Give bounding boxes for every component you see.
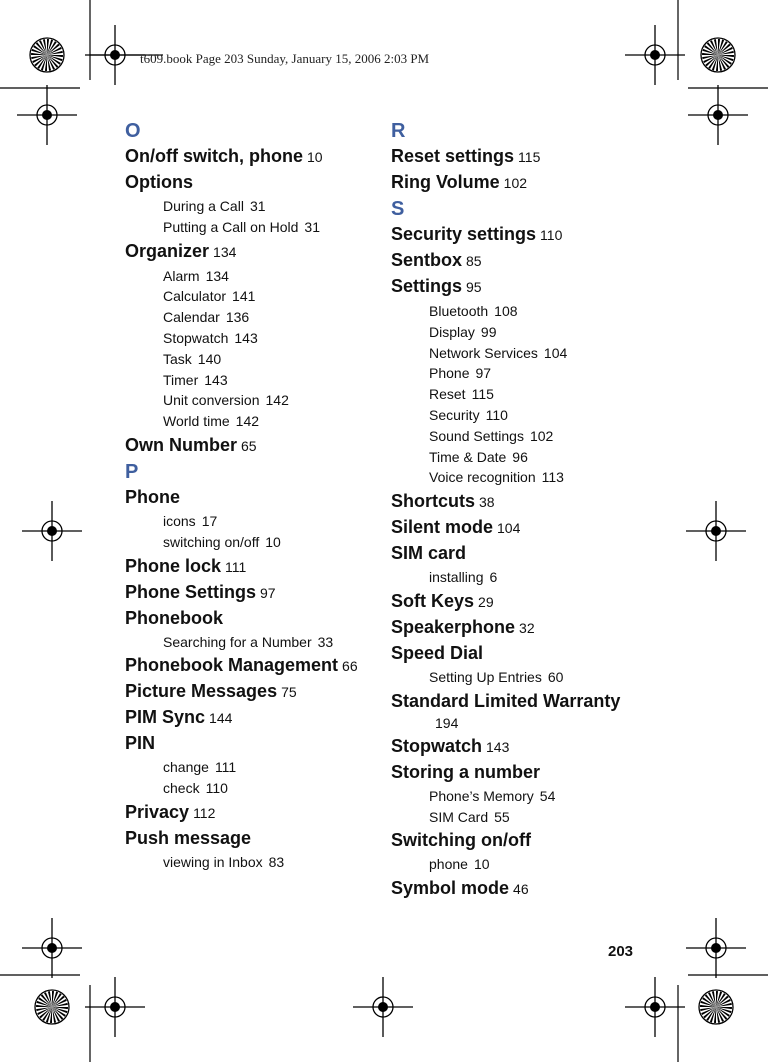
- index-subentry: [391, 786, 651, 807]
- index-subentry: [391, 301, 651, 322]
- index-term: Phone lock: [125, 555, 222, 576]
- index-subentry-text: Display: [429, 323, 475, 340]
- index-page-ref: 31: [304, 218, 320, 235]
- index-term: PIM Sync: [125, 707, 206, 728]
- index-subentry-text: Timer: [163, 371, 199, 388]
- index-entry: [125, 239, 375, 265]
- index-entry: [391, 876, 651, 902]
- index-subentry: [391, 384, 651, 405]
- index-term: Privacy: [125, 801, 190, 822]
- index-term: Symbol mode: [391, 878, 510, 899]
- starburst-mark: [699, 990, 733, 1024]
- page-number: 203: [608, 943, 634, 960]
- index-page-ref: 104: [497, 520, 521, 537]
- index-subentry: [125, 511, 375, 532]
- index-term: Silent mode: [391, 517, 494, 538]
- index-entry: [391, 760, 651, 785]
- index-subentry: [391, 426, 651, 447]
- index-subentry-text: During a Call: [163, 198, 244, 214]
- index-entry: [391, 274, 651, 300]
- index-subentry-text: Time & Date: [429, 448, 507, 465]
- index-subentry-text: Setting Up Entries: [429, 668, 542, 685]
- index-entry: [125, 653, 375, 679]
- index-term: Phonebook Management: [125, 655, 339, 676]
- section-letter: S: [391, 198, 405, 220]
- registration-mark: [625, 977, 685, 1037]
- index-term: Phonebook: [125, 607, 223, 628]
- index-page-ref: 142: [265, 392, 289, 409]
- index-page-ref: 143: [234, 329, 258, 346]
- index-subentry-text: Stopwatch: [163, 329, 229, 346]
- index-page-ref: 136: [225, 309, 250, 326]
- index-entry: [125, 705, 375, 731]
- index-subentry: [391, 467, 651, 488]
- index-entry: [125, 731, 375, 756]
- index-subentry: [125, 411, 375, 432]
- index-entry: [125, 580, 375, 606]
- index-term: Picture Messages: [125, 681, 278, 702]
- index-subentry-text: switching on/off: [163, 533, 260, 550]
- index-page-ref: 83: [268, 853, 285, 870]
- section-letter: O: [125, 120, 141, 142]
- index-page-ref: 55: [494, 808, 510, 825]
- index-page-ref: 54: [539, 787, 556, 804]
- index-subentry: [125, 778, 375, 799]
- index-page-ref: 66: [342, 658, 358, 675]
- index-subentry-text: Putting a Call on Hold: [163, 218, 299, 235]
- index-subentry: [391, 447, 651, 468]
- index-subentry-text: Voice recognition: [429, 469, 536, 486]
- registration-mark: [688, 85, 748, 145]
- index-entry: [391, 222, 651, 248]
- index-term: Reset settings: [391, 146, 515, 166]
- index-page-ref: 140: [197, 350, 222, 367]
- index-subentry: [125, 757, 375, 778]
- index-term: Shortcuts: [391, 491, 476, 512]
- index-subentry: [125, 266, 375, 287]
- index-term: Ring Volume: [391, 172, 500, 192]
- registration-mark: [22, 918, 82, 978]
- index-subentry: [391, 405, 651, 426]
- index-page-ref: 108: [494, 303, 518, 319]
- index-subentry-text: icons: [163, 512, 196, 529]
- index-column-left: [125, 118, 375, 873]
- index-entry: [391, 170, 651, 196]
- index-subentry: [125, 390, 375, 411]
- print-header: t609.book Page 203 Sunday, January 15, 2006 2:03 PM: [140, 51, 430, 66]
- index-page-ref: 32: [519, 619, 535, 636]
- starburst-mark: [701, 38, 735, 72]
- index-subentry: [391, 667, 651, 688]
- index-page-ref: 143: [486, 738, 510, 755]
- index-term: PIN: [125, 733, 156, 754]
- registration-mark: [22, 501, 82, 561]
- index-term: On/off switch, phone: [125, 146, 303, 166]
- index-subentry: [125, 370, 375, 391]
- index-page-ref: 33: [317, 633, 334, 650]
- index-page-ref: 102: [529, 427, 554, 444]
- index-page-ref: 104: [543, 344, 568, 361]
- index-term: Organizer: [125, 240, 210, 261]
- registration-mark: [686, 918, 746, 978]
- index-entry: [391, 541, 651, 566]
- index-subentry: [125, 328, 375, 349]
- index-page-ref: 10: [307, 149, 323, 165]
- index-page-ref: 6: [489, 569, 498, 586]
- index-entry: [125, 606, 375, 631]
- index-page-ref: 97: [260, 584, 276, 601]
- index-subentry: [391, 854, 651, 875]
- index-subentry: [391, 322, 651, 343]
- index-page-ref: 96: [512, 448, 528, 465]
- index-page-ref: 17: [201, 512, 218, 529]
- index-subentry: [125, 196, 375, 217]
- index-entry: [391, 489, 651, 515]
- index-term: Speed Dial: [391, 642, 484, 663]
- index-page-ref: 142: [235, 413, 260, 430]
- index-term: Speakerphone: [391, 616, 516, 637]
- index-entry: [391, 828, 651, 853]
- registration-mark: [17, 85, 77, 145]
- index-subentry-text: Phone’s Memory: [429, 787, 534, 804]
- index-term: Soft Keys: [391, 590, 475, 611]
- index-page-ref: 111: [214, 759, 237, 776]
- index-subentry-text: check: [163, 780, 200, 797]
- index-term: Own Number: [125, 434, 238, 455]
- index-entry: [391, 248, 651, 274]
- index-column-right: [391, 118, 651, 902]
- index-page-ref: 99: [480, 323, 497, 340]
- index-page-ref: 60: [547, 668, 564, 685]
- index-page-ref: 38: [479, 494, 495, 511]
- index-subentry-text: Task: [163, 350, 192, 367]
- index-term: Sentbox: [391, 250, 463, 270]
- index-term: Storing a number: [391, 761, 541, 782]
- index-page-ref: 31: [249, 198, 266, 214]
- index-page-ref: 134: [205, 267, 229, 284]
- registration-mark: [85, 977, 145, 1037]
- index-subentry-text: Sound Settings: [429, 427, 524, 444]
- registration-mark: [85, 25, 145, 85]
- index-page-ref: 10: [473, 856, 490, 873]
- index-subentry-text: Unit conversion: [163, 392, 260, 409]
- index-subentry: [391, 807, 651, 828]
- index-subentry: [125, 286, 375, 307]
- index-subentry: [125, 532, 375, 553]
- index-page-ref: 85: [466, 253, 482, 269]
- index-subentry: [391, 567, 651, 588]
- index-entry: [125, 433, 375, 459]
- index-entry: [391, 689, 651, 734]
- registration-mark: [686, 501, 746, 561]
- index-subentry-text: World time: [163, 413, 230, 430]
- starburst-mark: [30, 38, 64, 72]
- index-entry: [391, 589, 651, 615]
- index-term: Stopwatch: [391, 735, 483, 756]
- index-term: SIM card: [391, 543, 467, 564]
- section-letter: P: [125, 460, 139, 483]
- index-subentry-text: SIM Card: [429, 808, 489, 825]
- index-entry: [391, 515, 651, 541]
- index-subentry-text: installing: [429, 569, 484, 586]
- index-page-ref: 65: [241, 437, 257, 454]
- index-subentry-text: Security: [429, 406, 480, 423]
- index-term: Standard Limited Warranty: [391, 690, 621, 711]
- index-term: Phone: [125, 486, 181, 507]
- index-entry: [391, 734, 651, 760]
- index-entry: [391, 144, 651, 170]
- index-subentry: [125, 349, 375, 370]
- index-page-ref: 46: [513, 881, 529, 898]
- index-entry: [391, 615, 651, 641]
- index-entry: [125, 554, 375, 580]
- registration-mark: [353, 977, 413, 1037]
- index-page-ref: 110: [540, 227, 563, 243]
- index-page-ref: 10: [265, 533, 281, 550]
- index-page-ref: 143: [204, 371, 228, 388]
- index-subentry: [125, 852, 375, 873]
- index-term: Push message: [125, 827, 252, 848]
- index-subentry-text: Reset: [429, 386, 466, 403]
- index-subentry: [125, 217, 375, 238]
- index-page-ref: 97: [475, 365, 492, 382]
- index-page-ref: 75: [281, 684, 297, 701]
- index-term: Security settings: [391, 224, 537, 244]
- index-page-ref: 144: [209, 710, 233, 727]
- index-entry: [125, 800, 375, 826]
- index-subentry-text: Searching for a Number: [163, 633, 312, 650]
- index-subentry: [125, 632, 375, 653]
- section-letter: R: [391, 120, 406, 142]
- index-subentry: [125, 307, 375, 328]
- index-entry: [391, 641, 651, 666]
- registration-mark: [625, 25, 685, 85]
- starburst-mark: [35, 990, 69, 1024]
- index-entry: [125, 144, 375, 170]
- index-term: Switching on/off: [391, 830, 531, 851]
- index-subentry-text: Alarm: [163, 267, 200, 284]
- index-term: Phone Settings: [125, 581, 257, 602]
- index-subentry-text: Network Services: [429, 344, 538, 361]
- index-entry: [125, 485, 375, 510]
- index-page-ref: 134: [213, 243, 237, 260]
- index-page-ref: 115: [518, 149, 541, 165]
- index-term: Settings: [391, 276, 463, 296]
- index-page-ref: 194: [435, 714, 459, 731]
- index-page-ref: 102: [503, 175, 528, 191]
- index-page-ref: 115: [471, 386, 494, 403]
- index-subentry: [391, 363, 651, 384]
- index-subentry: [391, 343, 651, 364]
- index-entry: [125, 826, 375, 851]
- index-entry: [125, 679, 375, 705]
- index-subentry-text: Phone: [429, 365, 470, 382]
- index-page-ref: 112: [193, 804, 216, 821]
- index-subentry-text: Bluetooth: [429, 303, 489, 319]
- index-page-ref: 111: [225, 558, 247, 575]
- index-page-ref: 141: [232, 288, 256, 305]
- index-subentry-text: Calculator: [163, 288, 227, 305]
- index-subentry-text: viewing in Inbox: [163, 853, 263, 870]
- index-page-ref: 95: [466, 279, 482, 295]
- index-entry: [125, 170, 375, 195]
- index-page-ref: 29: [478, 593, 494, 610]
- index-page-ref: 113: [541, 469, 564, 486]
- index-subentry-text: Calendar: [163, 309, 220, 326]
- index-page-ref: 110: [205, 780, 228, 797]
- index-term: Options: [125, 172, 193, 192]
- index-subentry-text: change: [163, 759, 209, 776]
- index-subentry-text: phone: [429, 856, 468, 873]
- index-page-ref: 110: [485, 406, 508, 423]
